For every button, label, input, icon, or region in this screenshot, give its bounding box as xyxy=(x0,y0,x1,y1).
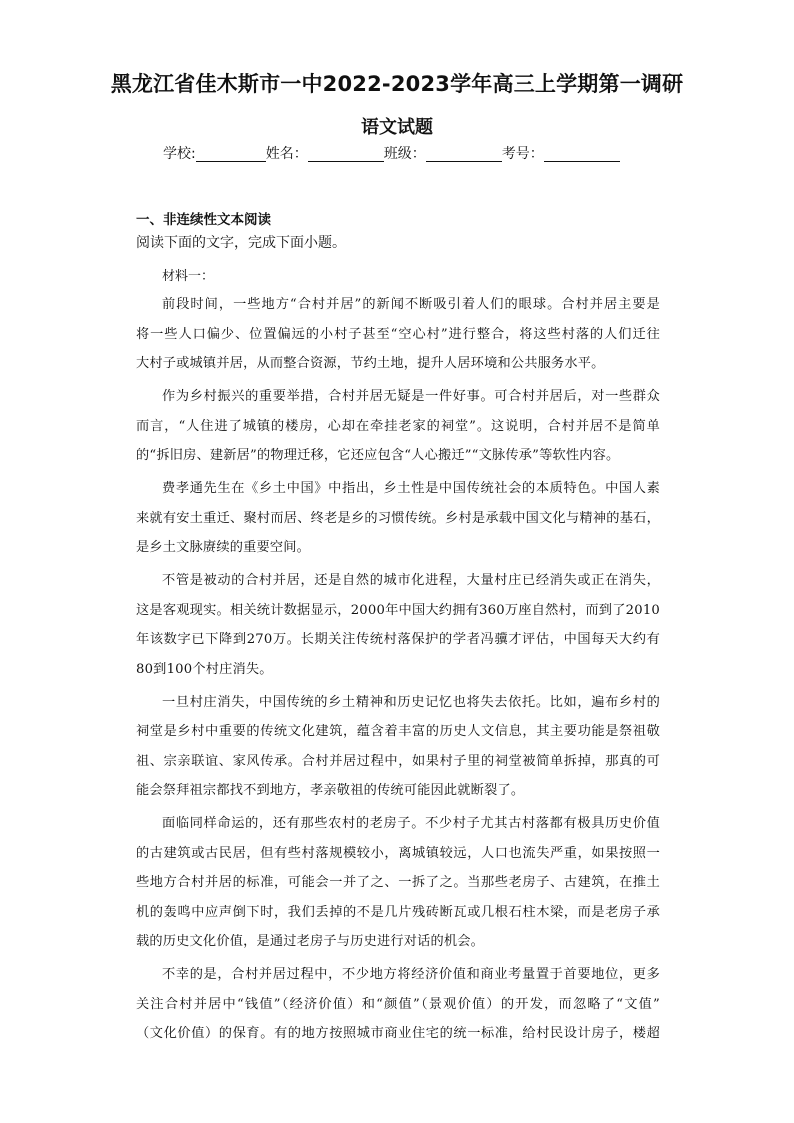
paragraph-line: 面临同样命运的，还有那些农村的老房子。不少村子尤其古村落都有极具历史价值 xyxy=(162,816,660,831)
paragraph-line: 的古建筑或古民居，但有些村落规模较小，离城镇较远，人口也流失严重，如果按照一 xyxy=(136,845,660,861)
reading-passage xyxy=(136,290,660,1052)
class-blank[interactable] xyxy=(426,145,502,162)
paragraph-line: 些地方合村并居的标准，可能会一并了之、一拆了之。当那些老房子、古建筑，在推土 xyxy=(136,875,660,890)
paragraph-line: 载的历史文化价值，是通过老房子与历史进行对话的机会。 xyxy=(136,934,485,949)
paragraph-line: 费孝通先生在《乡土中国》中指出，乡土性是中国传统社会的本质特色。中国人素 xyxy=(162,481,660,496)
paragraph-line: 祠堂是乡村中重要的传统文化建筑，蕴含着丰富的历史人文信息，其主要功能是祭祖敬 xyxy=(136,724,660,739)
paragraph-line: 能会祭拜祖宗都找不到地方，孝亲敬祖的传统可能因此就断裂了。 xyxy=(136,783,525,798)
paragraph xyxy=(136,290,660,379)
reading-instruction: 阅读下面的文字，完成下面小题。 xyxy=(136,235,346,251)
exam-title: 黑龙江省佳木斯市一中2022-2023学年高三上学期第一调研 xyxy=(110,72,684,96)
paragraph-line: 前段时间，一些地方“合村并居”的新闻不断吸引着人们的眼球。合村并居主要是 xyxy=(162,297,660,312)
exam-number-blank[interactable] xyxy=(544,145,620,162)
paragraph xyxy=(136,566,660,684)
paragraph xyxy=(136,382,660,471)
paragraph-line: 来就有安土重迁、聚村而居、终老是乡的习惯传统。乡村是承载中国文化与精神的基石， xyxy=(136,510,660,526)
paragraph xyxy=(136,960,660,1049)
student-info-line xyxy=(163,143,620,163)
paragraph xyxy=(136,688,660,806)
name-blank[interactable] xyxy=(308,145,384,162)
paragraph-line: 大村子或城镇并居，从而整合资源，节约土地，提升人居环境和公共服务水平。 xyxy=(136,356,605,371)
exam-subtitle: 语文试题 xyxy=(361,117,433,138)
paragraph-line: 机的轰鸣中应声倒下时，我们丢掉的不是几片残砖断瓦或几根石柱木梁，而是老房子承 xyxy=(136,904,660,920)
paragraph-line: 的“拆旧房、建新居”的物理迁移，它还应包含“人心搬迁”“文脉传承”等软性内容。 xyxy=(136,448,620,463)
paragraph-line: 关注合村并居中“钱值”（经济价值）和“颜值”（景观价值）的开发，而忽略了“文值” xyxy=(136,996,660,1012)
school-blank[interactable] xyxy=(196,145,266,162)
section-heading: 一、非连续性文本阅读 xyxy=(136,212,271,228)
name-label: 姓名： xyxy=(265,146,308,162)
paragraph-line: 不管是被动的合村并居，还是自然的城市化进程，大量村庄已经消失或正在消失， xyxy=(162,573,660,588)
paragraph-line: 这是客观现实。相关统计数据显示，2000年中国大约拥有360万座自然村，而到了2010 xyxy=(136,602,660,618)
paragraph xyxy=(136,474,660,563)
paragraph xyxy=(136,809,660,957)
class-label: 班级： xyxy=(383,146,426,162)
paragraph-line: 将一些人口偏少、位置偏远的小村子甚至“空心村”进行整合，将这些村落的人们迁往 xyxy=(136,326,660,342)
paragraph-line: 一旦村庄消失，中国传统的乡土精神和历史记忆也将失去依托。比如，遍布乡村的 xyxy=(162,694,660,710)
paragraph-line: 作为乡村振兴的重要举措，合村并居无疑是一件好事。可合村并居后，对一些群众 xyxy=(162,389,660,404)
paragraph-line: 祖、宗亲联谊、家风传承。合村并居过程中，如果村子里的祠堂被简单拆掉，那真的可 xyxy=(136,753,660,769)
paragraph-line: 不幸的是，合村并居过程中，不少地方将经济价值和商业考量置于首要地位，更多 xyxy=(162,967,660,982)
paragraph-line: （文化价值）的保育。有的地方按照城市商业住宅的统一标准，给村民设计房子，楼超 xyxy=(136,1026,660,1041)
paragraph-line: 而言，“人住进了城镇的楼房，心却在牵挂老家的祠堂”。这说明，合村并居不是简单 xyxy=(136,418,660,434)
paragraph-line: 年该数字已下降到270万。长期关注传统村落保护的学者冯骥才评估，中国每天大约有 xyxy=(136,632,660,647)
paragraph-line: 80到100个村庄消失。 xyxy=(136,661,273,677)
exam-number-label: 考号： xyxy=(501,146,544,162)
school-label: 学校: xyxy=(163,146,196,162)
material-label: 材料一： xyxy=(162,269,215,284)
paragraph-line: 是乡土文脉赓续的重要空间。 xyxy=(136,540,311,555)
